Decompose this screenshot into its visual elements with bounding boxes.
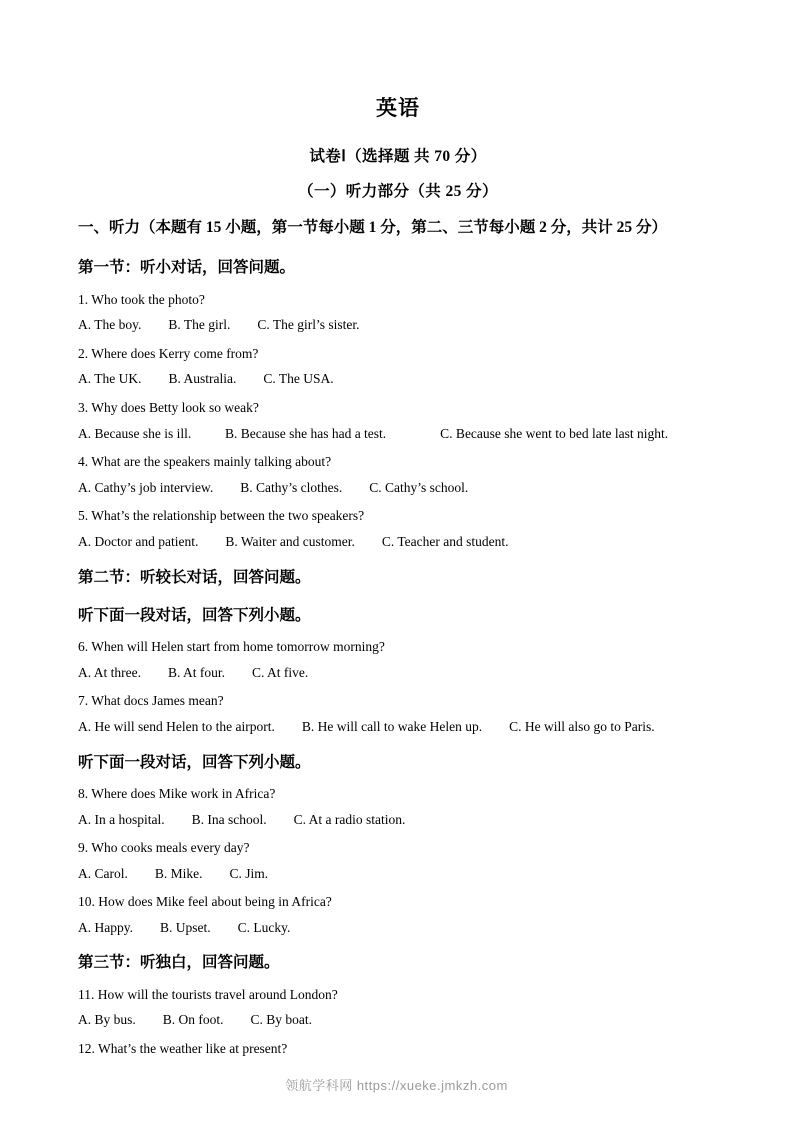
question-11: 11. How will the tourists travel around London? <box>78 986 338 1002</box>
question-1: 1. Who took the photo? <box>78 291 205 307</box>
question-10: 10. How does Mike feel about being in Africa? <box>78 894 332 910</box>
options-8: A. In a hospital. B. Ina school. C. At a radio station. <box>78 811 406 827</box>
subtitle-paper-one: 试卷Ⅰ（选择题 共 70 分） <box>309 148 487 165</box>
options-10: A. Happy. B. Upset. C. Lucky. <box>78 919 291 935</box>
options-6: A. At three. B. At four. C. At five. <box>78 664 309 680</box>
listening-intro: 一、听力（本题有 15 小题，第一节每小题 1 分，第二、三节每小题 2 分，共计 25 分） <box>78 219 668 236</box>
page-footer-watermark: 领航学科网 https://xueke.jmkzh.com <box>285 1078 508 1093</box>
options-3: A. Because she is ill. B. Because she has had a test. C. Because she went to bed late last night. <box>78 425 669 441</box>
question-8: 8. Where does Mike work in Africa? <box>78 785 276 801</box>
subtitle-listening-part: （一）听力部分（共 25 分） <box>298 183 498 200</box>
options-9: A. Carol. B. Mike. C. Jim. <box>78 865 269 881</box>
question-2: 2. Where does Kerry come from? <box>78 345 259 361</box>
question-5: 5. What’s the relationship between the two speakers? <box>78 508 365 524</box>
question-4: 4. What are the speakers mainly talking about? <box>78 454 332 470</box>
question-3: 3. Why does Betty look so weak? <box>78 399 259 415</box>
options-1: A. The boy. B. The girl. C. The girl’s sister. <box>78 317 360 333</box>
options-5: A. Doctor and patient. B. Waiter and customer. C. Teacher and student. <box>78 533 509 549</box>
section-heading-1: 第一节：听小对话，回答问题。 <box>78 259 296 277</box>
question-12: 12. What’s the weather like at present? <box>78 1041 288 1056</box>
dialogue-subheading-1: 听下面一段对话，回答下列小题。 <box>78 606 311 624</box>
dialogue-subheading-2: 听下面一段对话，回答下列小题。 <box>78 753 311 771</box>
page-title: 英语 <box>376 96 420 120</box>
section-heading-3: 第三节：听独白，回答问题。 <box>78 954 280 972</box>
options-2: A. The UK. B. Australia. C. The USA. <box>78 371 334 387</box>
question-9: 9. Who cooks meals every day? <box>78 840 250 856</box>
question-7: 7. What docs James mean? <box>78 693 224 709</box>
options-11: A. By bus. B. On foot. C. By boat. <box>78 1012 313 1028</box>
section-heading-2: 第二节：听较长对话，回答问题。 <box>78 568 311 586</box>
question-6: 6. When will Helen start from home tomorrow morning? <box>78 639 385 655</box>
options-4: A. Cathy’s job interview. B. Cathy’s clothes. C. Cathy’s school. <box>78 479 469 495</box>
options-7: A. He will send Helen to the airport. B. He will call to wake Helen up. C. He will also go to Paris. <box>78 718 655 734</box>
